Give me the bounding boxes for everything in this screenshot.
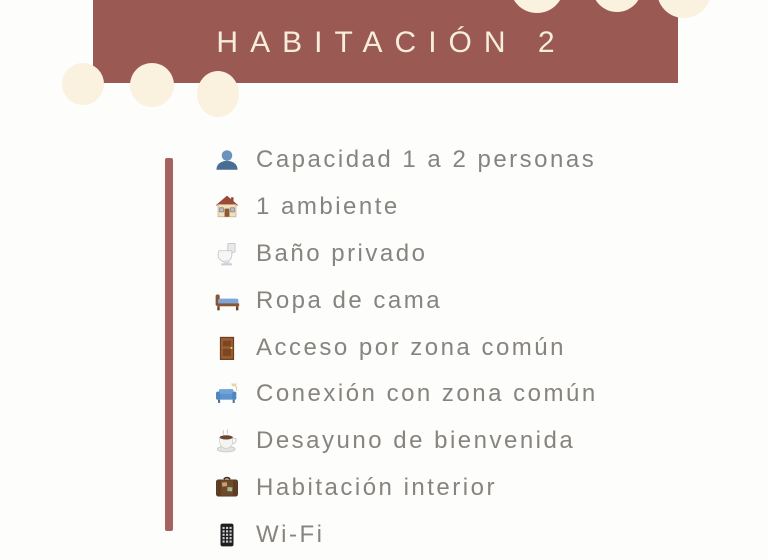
list-item-label: 1 ambiente <box>256 193 400 221</box>
title-banner <box>93 0 678 83</box>
list-item <box>212 324 598 371</box>
house-icon <box>212 194 242 221</box>
list-item-label: Baño privado <box>256 239 428 267</box>
list-item-label: Acceso por zona común <box>256 333 566 361</box>
list-item-label: Capacidad 1 a 2 personas <box>256 146 597 174</box>
decor-circle <box>197 71 239 117</box>
list-item-label: Ropa de cama <box>256 286 443 314</box>
amenities-list <box>212 137 598 558</box>
list-item <box>212 231 598 278</box>
list-item-label: Desayuno de bienvenida <box>256 427 576 455</box>
bed-icon <box>212 287 242 314</box>
vertical-divider <box>165 158 173 531</box>
list-item-label: Habitación interior <box>256 473 497 501</box>
list-item <box>212 137 598 184</box>
page-title: HABITACIÓN 2 <box>216 25 567 59</box>
list-item <box>212 184 598 231</box>
toilet-icon <box>212 240 242 267</box>
list-item <box>212 371 598 418</box>
suitcase-icon <box>212 474 242 501</box>
phone-icon <box>212 521 242 548</box>
list-item-label: Conexión con zona común <box>256 380 598 408</box>
person-icon <box>212 147 242 174</box>
decor-circle <box>62 63 104 105</box>
list-item-label: Wi-Fi <box>256 520 325 548</box>
list-item <box>212 277 598 324</box>
decor-circle <box>130 63 174 107</box>
coffee-icon <box>212 428 242 455</box>
couch-icon <box>212 381 242 408</box>
door-icon <box>212 334 242 361</box>
list-item <box>212 511 598 558</box>
list-item <box>212 465 598 512</box>
list-item <box>212 418 598 465</box>
